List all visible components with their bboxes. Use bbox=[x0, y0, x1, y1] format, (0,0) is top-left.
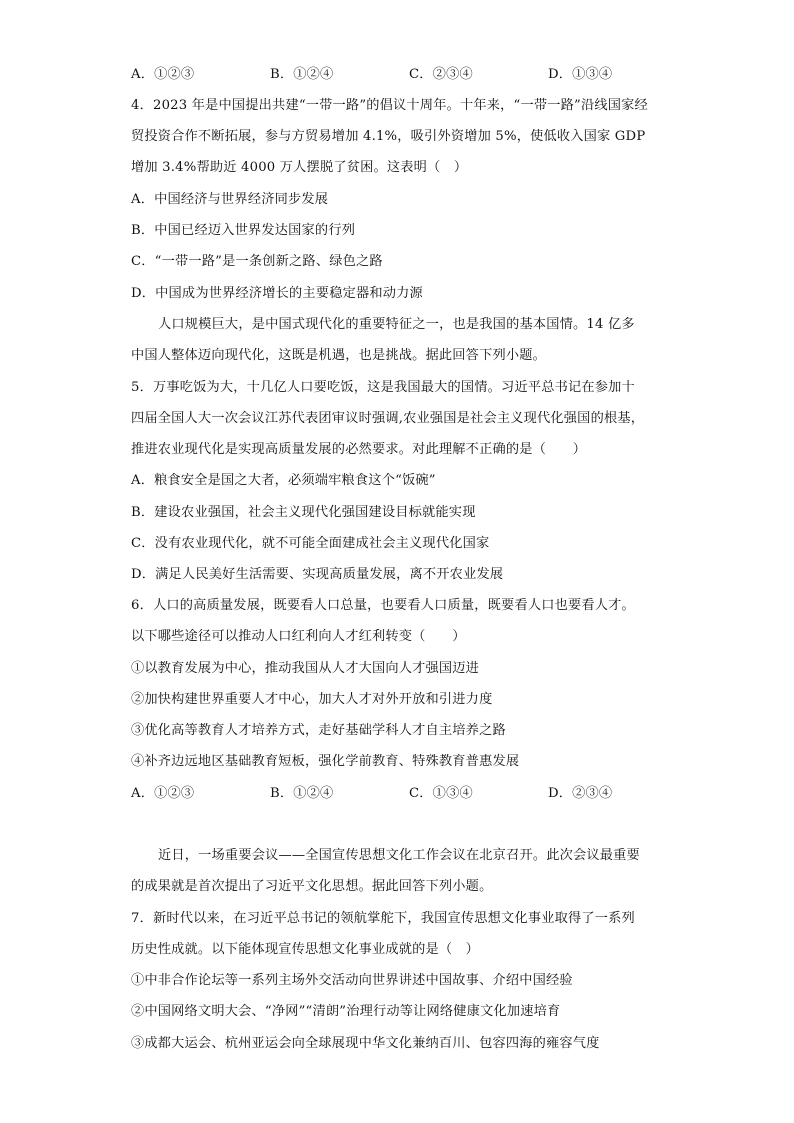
material-2-line: 的成果就是首次提出了习近平文化思想。据此回答下列小题。 bbox=[131, 879, 493, 894]
q3-option-c: C．②③④ bbox=[409, 67, 473, 82]
q5-option-b: B．建设农业强国，社会主义现代化强国建设目标就能实现 bbox=[131, 505, 476, 520]
q3-options bbox=[131, 66, 691, 84]
q3-option-a: A．①②③ bbox=[131, 67, 195, 82]
q6-item-3: ③优化高等教育人才培养方式，走好基础学科人才自主培养之路 bbox=[131, 723, 506, 738]
q6-option-b: B．①②④ bbox=[270, 786, 334, 801]
q5-option-d: D．满足人民美好生活需要、实现高质量发展，离不开农业发展 bbox=[131, 567, 504, 582]
q3-option-b: B．①②④ bbox=[270, 67, 334, 82]
q4-option-a: A．中国经济与世界经济同步发展 bbox=[131, 192, 329, 207]
q7-item-1: ①中非合作论坛等一系列主场外交活动向世界讲述中国故事、介绍中国经验 bbox=[131, 973, 573, 988]
q6-item-1: ①以教育发展为中心，推动我国从人才大国向人才强国迈进 bbox=[131, 661, 480, 676]
q6-stem-line: 以下哪些途径可以推动人口红利向人才红利转变（ ） bbox=[131, 629, 466, 644]
q6-option-d: D．②③④ bbox=[548, 786, 613, 801]
q5-stem-line: 5．万事吃饭为大，十几亿人口要吃饭，这是我国最大的国情。习近平总书记在参加十 bbox=[131, 380, 635, 395]
q7-item-3: ③成都大运会、杭州亚运会向全球展现中华文化兼纳百川、包容四海的雍容气度 bbox=[131, 1036, 600, 1051]
q6-option-a: A．①②③ bbox=[131, 786, 195, 801]
material-1-line: 人口规模巨大，是中国式现代化的重要特征之一，也是我国的基本国情。14 亿多 bbox=[158, 317, 635, 332]
q7-item-2: ②中国网络文明大会、“净网”“清朗”治理行动等让网络健康文化加速培育 bbox=[131, 1004, 561, 1019]
q3-option-d: D．①③④ bbox=[548, 67, 613, 82]
q4-stem-line: 4．2023 年是中国提出共建“一带一路”的倡议十周年。十年来，“一带一路”沿线国家经 bbox=[131, 98, 648, 113]
q6-option-c: C．①③④ bbox=[409, 786, 473, 801]
q4-option-d: D．中国成为世界经济增长的主要稳定器和动力源 bbox=[131, 286, 423, 301]
q6-options bbox=[131, 785, 691, 803]
q6-stem-line: 6．人口的高质量发展，既要看人口总量，也要看人口质量，既要看人口也要看人才。 bbox=[131, 598, 635, 613]
q5-option-a: A．粮食安全是国之大者，必须端牢粮食这个“饭碗” bbox=[131, 473, 436, 488]
q5-stem-line: 四届全国人大一次会议江苏代表团审议时强调,农业强国是社会主义现代化强国的根基， bbox=[131, 411, 645, 426]
q4-option-c: C．“一带一路”是一条创新之路、绿色之路 bbox=[131, 254, 383, 269]
material-2-line: 近日，一场重要会议——全国宣传思想文化工作会议在北京召开。此次会议最重要 bbox=[158, 848, 640, 863]
q4-option-b: B．中国已经迈入世界发达国家的行列 bbox=[131, 223, 356, 238]
q5-stem-line: 推进农业现代化是实现高质量发展的必然要求。对此理解不正确的是（ ） bbox=[131, 442, 587, 457]
q7-stem-line: 7．新时代以来，在习近平总书记的领航掌舵下，我国宣传思想文化事业取得了一系列 bbox=[131, 911, 635, 926]
q7-stem-line: 历史性成就。以下能体现宣传思想文化事业成就的是（ ） bbox=[131, 942, 480, 957]
q6-item-2: ②加快构建世界重要人才中心，加大人才对外开放和引进力度 bbox=[131, 692, 493, 707]
q6-item-4: ④补齐边远地区基础教育短板，强化学前教育、特殊教育普惠发展 bbox=[131, 754, 520, 769]
q5-option-c: C．没有农业现代化，就不可能全面建成社会主义现代化国家 bbox=[131, 536, 490, 551]
q4-stem-line: 增加 3.4%帮助近 4000 万人摆脱了贫困。这表明（ ） bbox=[131, 160, 468, 175]
q4-stem-line: 贸投资合作不断拓展，参与方贸易增加 4.1%，吸引外资增加 5%，使低收入国家 GDP bbox=[131, 129, 646, 144]
material-1-line: 中国人整体迈向现代化，这既是机遇，也是挑战。据此回答下列小题。 bbox=[131, 348, 547, 363]
